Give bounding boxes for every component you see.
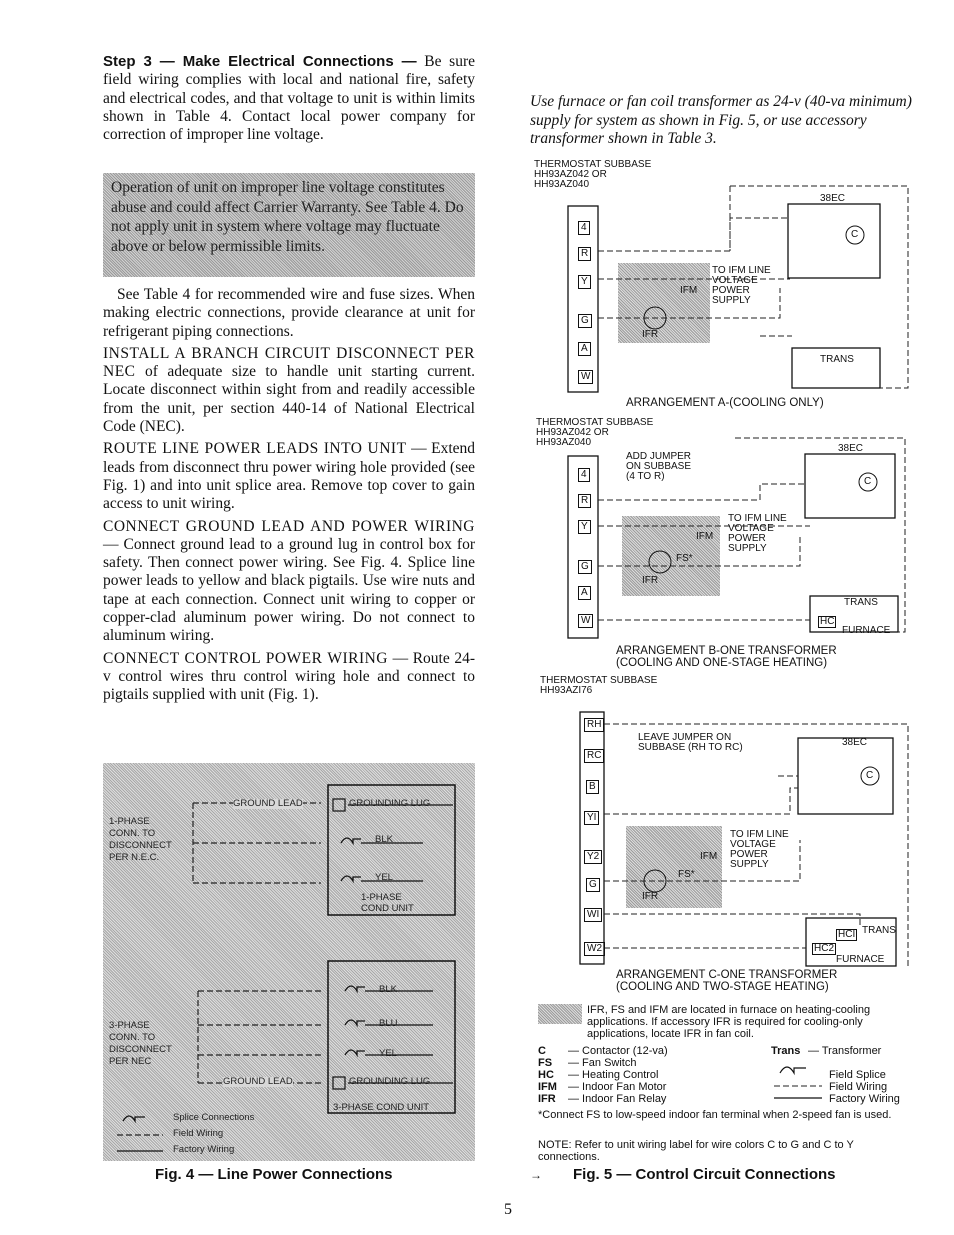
- arr-a-contactor-c: C: [851, 229, 859, 240]
- arr-a-ifm-note-0: TO IFM LINE: [712, 265, 771, 276]
- fig4-3ph-blu: BLU: [379, 1018, 398, 1029]
- fig4-1ph-yel: YEL: [375, 872, 393, 883]
- step3-paragraph: [103, 53, 475, 144]
- arr-b-jumper-line-2: (4 TO R): [626, 471, 665, 482]
- fig4-legend-factory: Factory Wiring: [173, 1144, 235, 1155]
- arr-b-hc: HC: [820, 616, 835, 627]
- arr-a-terminal-a: A: [578, 342, 591, 356]
- arr-c-subbase-line-0: THERMOSTAT SUBBASE: [540, 675, 658, 686]
- arr-b-terminal-a: A: [578, 586, 591, 600]
- arr-c-unit-label: 38EC: [842, 737, 868, 748]
- step3-body: Be sure field wiring complies with local and national fire, safety and electrical codes, and that voltage to unit is within limits shown in Table 4. Contact local power company for correction of improper line voltage.: [103, 53, 476, 144]
- arr-a-subbase-line-1: HH93AZ042 OR: [534, 169, 607, 180]
- arr-b-terminal-4: 4: [578, 468, 590, 482]
- arr-c-ifm-note-0: TO IFM LINE: [730, 829, 789, 840]
- arr-c-terminal-rh: RH: [584, 718, 604, 732]
- arr-b-terminal-g: G: [578, 560, 592, 574]
- ground-paragraph: [103, 518, 475, 646]
- fs-footnote: *Connect FS to low-speed indoor fan terminal when 2-speed fan is used.: [538, 1109, 892, 1121]
- legend-shade-swatch: [538, 1004, 582, 1024]
- arrangement-b: [530, 416, 920, 671]
- fig4-1ph-conn-line-1: CONN. TO: [109, 828, 156, 839]
- arr-c-terminal-g: G: [586, 878, 600, 892]
- arr-b-ifm: IFM: [696, 531, 714, 542]
- arr-b-jumper-line-0: ADD JUMPER: [626, 451, 692, 462]
- fig4-3ph-conn-line-0: 3-PHASE: [109, 1020, 150, 1031]
- arr-b-fs: FS*: [676, 553, 693, 564]
- fig4-3ph-blk: BLK: [379, 984, 397, 995]
- route-body: — Extend leads from disconnect thru power wiring hole provided (see Fig. 1) and into unit splice area. Remove top cover to gain access to unit wiring.: [103, 440, 476, 513]
- legend-hc-abbr: HC: [538, 1069, 554, 1081]
- shade-note-line-1: applications. If accessory IFR is required for cooling-only: [587, 1016, 863, 1028]
- arr-c-caption-line-1: (COOLING AND TWO-STAGE HEATING): [616, 981, 829, 993]
- arr-a-subbase-line-2: HH93AZ040: [534, 179, 590, 190]
- arr-c-ifm-note-2: POWER: [730, 849, 768, 860]
- arr-b-ifm-note-3: SUPPLY: [728, 543, 767, 554]
- fig4-1ph-unit-line-1: COND UNIT: [361, 903, 414, 914]
- disconnect-paragraph: [103, 345, 475, 436]
- fig5-intro: Use furnace or fan coil transformer as 24-v (40-va minimum) supply for system as shown in Fig. 5, or use accessory transformer shown in Table 3.: [530, 93, 912, 147]
- arrangement-c: [530, 675, 920, 993]
- fig4-1ph-conn-line-0: 1-PHASE: [109, 816, 150, 827]
- legend-c-desc: — Contactor (12-va): [568, 1045, 668, 1057]
- legend-trans-abbr: Trans: [771, 1045, 801, 1057]
- arr-c-jumper-line-1: SUBBASE (RH TO RC): [638, 742, 743, 753]
- disconnect-body: of adequate size to handle unit starting current. Locate disconnect within sight from and readily accessible from the unit, per section 440-14 of National Electrical Code (NEC).: [103, 363, 475, 436]
- arr-b-caption-line-1: (COOLING AND ONE-STAGE HEATING): [616, 657, 828, 669]
- arr-c-jumper-line-0: LEAVE JUMPER ON: [638, 732, 732, 743]
- arr-b-caption-line-0: ARRANGEMENT B-ONE TRANSFORMER: [616, 645, 837, 657]
- legend-ifm-desc: — Indoor Fan Motor: [568, 1081, 667, 1093]
- arr-b-contactor-c: C: [864, 476, 872, 487]
- control-heading: CONNECT CONTROL POWER WIRING: [103, 649, 388, 667]
- arr-c-furnace: FURNACE: [836, 954, 885, 965]
- fig5-arrow: →: [530, 1168, 542, 1182]
- fig4-1ph-conn-line-3: PER N.E.C.: [109, 852, 160, 863]
- arr-a-subbase-line-0: THERMOSTAT SUBBASE: [534, 159, 652, 170]
- arr-c-ifm-note-1: VOLTAGE: [730, 839, 776, 850]
- warning-box: [103, 173, 475, 277]
- arr-c-subbase-line-1: HH93AZI76: [540, 685, 593, 696]
- legend-fs-desc: — Fan Switch: [568, 1057, 637, 1069]
- arr-a-ifm-note-1: VOLTAGE: [712, 275, 758, 286]
- fig4-1ph-unit-line-0: 1-PHASE: [361, 892, 402, 903]
- arr-c-ifr: IFR: [642, 891, 659, 902]
- arr-c-hc2: HC2: [814, 943, 835, 954]
- left-column-body: [103, 286, 475, 709]
- arr-b-subbase-line-0: THERMOSTAT SUBBASE: [536, 417, 654, 428]
- arr-c-terminal-y2: Y2: [584, 850, 602, 864]
- fig4-diagram: [103, 763, 475, 1161]
- arr-c-caption-line-0: ARRANGEMENT C-ONE TRANSFORMER: [616, 969, 838, 981]
- arr-b-subbase-line-1: HH93AZ042 OR: [536, 427, 609, 438]
- arr-a-terminal-r: R: [578, 247, 591, 261]
- arr-c-terminal-w2: W2: [584, 942, 605, 956]
- arr-c-terminal-b: B: [586, 780, 599, 794]
- legend-ifr-desc: — Indoor Fan Relay: [568, 1093, 667, 1105]
- ground-body: — Connect ground lead to a ground lug in control box for safety. Then connect power wiring. See Fig. 4. Splice line power leads to yellow and black pigtails. Use wire nuts and tape at each connection. Connect unit wiring to copper or copper-clad aluminum power wiring. Do not connect to aluminum wiring.: [103, 535, 475, 645]
- arrangement-a: [530, 158, 920, 413]
- fig4-3ph-grounding-lug: GROUNDING LUG: [349, 1076, 431, 1087]
- arr-c-hc1: HCI: [838, 929, 856, 940]
- arr-c-contactor-c: C: [866, 770, 874, 781]
- arr-a-terminal-w: W: [578, 370, 593, 384]
- arr-a-trans: TRANS: [820, 354, 854, 365]
- wire-color-note: NOTE: Refer to unit wiring label for wire colors C to G and C to Y connections.: [538, 1139, 854, 1163]
- ground-heading: CONNECT GROUND LEAD AND POWER WIRING: [103, 517, 475, 535]
- fig4-legend-splice: Splice Connections: [173, 1112, 255, 1123]
- route-heading: ROUTE LINE POWER LEADS INTO UNIT: [103, 440, 407, 458]
- arr-b-terminal-w: W: [578, 614, 593, 628]
- arr-c-fs: FS*: [678, 869, 695, 880]
- fig5-caption: Fig. 5 — Control Circuit Connections: [573, 1166, 836, 1183]
- arr-c-ifm: IFM: [700, 851, 718, 862]
- arr-a-ifm-note-3: SUPPLY: [712, 295, 751, 306]
- legend-line-symbols: [770, 1060, 830, 1112]
- fig4-1ph-blk: BLK: [375, 834, 393, 845]
- arr-c-trans: TRANS: [862, 925, 896, 936]
- arr-b-furnace: FURNACE: [842, 625, 891, 636]
- control-paragraph: [103, 650, 475, 705]
- arr-a-unit-label: 38EC: [820, 193, 846, 204]
- arr-c-terminal-w1: WI: [584, 908, 602, 922]
- page-number: 5: [504, 1201, 512, 1218]
- arr-c-terminal-y1: YI: [584, 811, 599, 825]
- control-body: — Route 24-v control wires thru control wiring hole and connect to pigtails supplied with unit (Fig. 1).: [103, 649, 475, 704]
- fig4-3ph-yel: YEL: [379, 1048, 397, 1059]
- legend-ifr-abbr: IFR: [538, 1093, 556, 1105]
- fig4-1ph-ground-lead: GROUND LEAD: [233, 798, 303, 809]
- step3-heading: Step 3 — Make Electrical Connections —: [103, 53, 417, 70]
- fig4-1ph-grounding-lug: GROUNDING LUG: [349, 798, 431, 809]
- arr-a-terminal-4: 4: [578, 221, 590, 235]
- arr-b-ifm-note-0: TO IFM LINE: [728, 513, 787, 524]
- arr-a-ifm-note-2: POWER: [712, 285, 750, 296]
- legend-c-abbr: C: [538, 1045, 546, 1057]
- legend-field-desc: Field Wiring: [829, 1081, 888, 1093]
- route-paragraph: [103, 440, 475, 513]
- arr-b-jumper-line-1: ON SUBBASE: [626, 461, 692, 472]
- arr-a-terminal-g: G: [578, 314, 592, 328]
- arr-b-terminal-r: R: [578, 494, 591, 508]
- fig4-3ph-conn-line-1: CONN. TO: [109, 1032, 156, 1043]
- legend-ifm-abbr: IFM: [538, 1081, 557, 1093]
- fig4-3ph-unit-label: 3-PHASE COND UNIT: [333, 1102, 430, 1113]
- legend-fs-abbr: FS: [538, 1057, 553, 1069]
- arr-a-ifr: IFR: [642, 329, 659, 340]
- legend-factory-desc: Factory Wiring: [829, 1093, 900, 1105]
- fig4-legend-field: Field Wiring: [173, 1128, 224, 1139]
- arr-b-trans: TRANS: [844, 597, 878, 608]
- legend-splice-desc: Field Splice: [829, 1069, 886, 1081]
- arr-b-terminal-y: Y: [578, 520, 591, 534]
- warning-text: Operation of unit on improper line voltage constitutes abuse and could affect Carrier Warranty. See Table 4. Do not apply unit in system where voltage may fluctuate above or below permissible limits.: [111, 179, 464, 255]
- legend-hc-desc: — Heating Control: [568, 1069, 659, 1081]
- disconnect-heading: INSTALL A BRANCH CIRCUIT DISCONNECT PER NEC: [103, 344, 475, 381]
- wire-size-paragraph: See Table 4 for recommended wire and fuse sizes. When making electric connections, provide clearance at unit for refrigerant piping connections.: [103, 286, 475, 340]
- arr-a-ifm: IFM: [680, 285, 698, 296]
- arr-b-unit-label: 38EC: [838, 443, 864, 454]
- arr-b-ifm-note-1: VOLTAGE: [728, 523, 774, 534]
- fig4-3ph-conn-line-3: PER NEC: [109, 1056, 152, 1067]
- arr-c-terminal-rc: RC: [584, 749, 604, 763]
- arr-c-ifm-note-3: SUPPLY: [730, 859, 769, 870]
- arr-a-terminal-y: Y: [578, 275, 591, 289]
- fig4-1ph-conn-line-2: DISCONNECT: [109, 840, 172, 851]
- fig4-caption: Fig. 4 — Line Power Connections: [155, 1166, 393, 1183]
- fig4-3ph-conn-line-2: DISCONNECT: [109, 1044, 172, 1055]
- arr-b-ifr: IFR: [642, 575, 659, 586]
- arr-a-caption: ARRANGEMENT A-(COOLING ONLY): [626, 397, 824, 409]
- shade-note-line-2: applications, locate IFR in fan coil.: [587, 1028, 754, 1040]
- arr-b-ifm-note-2: POWER: [728, 533, 766, 544]
- arr-b-subbase-line-2: HH93AZ040: [536, 437, 592, 448]
- left-column: [103, 53, 475, 148]
- fig4-3ph-ground-lead: GROUND LEAD: [223, 1076, 293, 1087]
- shade-note-line-0: IFR, FS and IFM are located in furnace on heating-cooling: [587, 1004, 871, 1016]
- legend-trans-desc: — Transformer: [808, 1045, 882, 1057]
